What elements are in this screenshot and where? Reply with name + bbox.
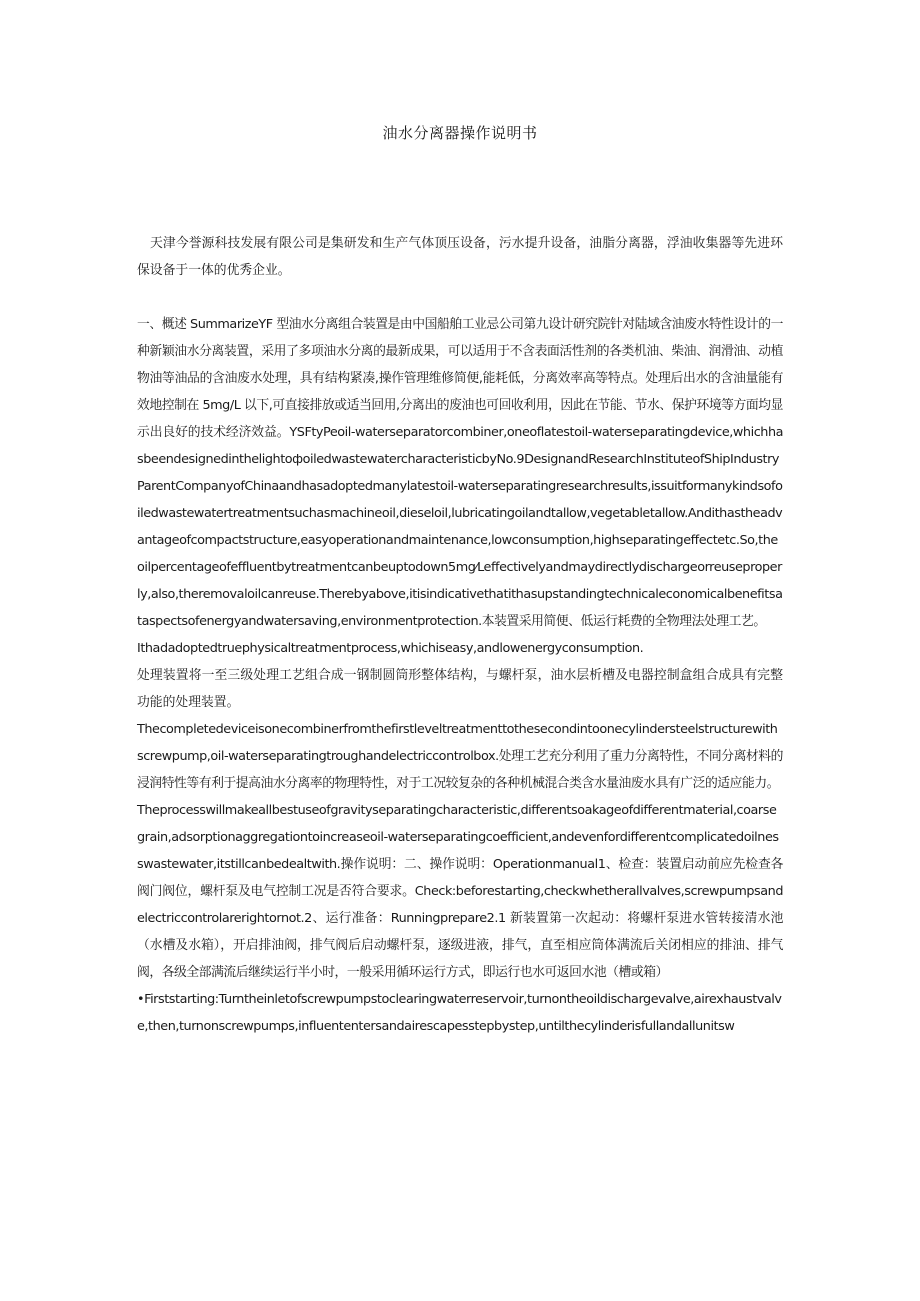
paragraph-process-operation: Theprocesswillmakeallbestuseofgravityseparatingcharacteristic,differentsoakageofdifferentmaterial,coarsegrain,adsorptionaggregationtoincreaseoil-waterseparatingcoefficient,andevenfordifferentcomplicatedoilnesswastewater,itstillcanbedealtwith.操作说明：二、操作说明：Operationmanual1、检查：装置启动前应先检查各阀门阀位，螺杆泵及电气控制工况是否符合要求。Check:beforestarting,checkwhetherallvalves,screwpumpsandelectriccontrolarerightornot.2、运行准备：Runningprepare2.1 新装置第一次起动：将螺杆泵进水管转接清水池（水槽及水箱），开启排油阀，排气阀后启动螺杆泵，逐级进液，排气，直至相应筒体满流后关闭相应的排油、排气阀，各级全部满流后继续运行半小时，一般采用循环运行方式，即运行也水可返回水池（槽或箱）	[137, 803, 783, 980]
paragraph-summary: 一、概述 SummarizeYF 型油水分离组合装置是由中国船舶工业忌公司第九设计研究院针对陆域含油废水特性设计的一种新颖油水分离装置，采用了多项油水分离的最新成果，可以适用于不含表面活性剂的各类机油、柴油、润滑油、动植物油等油品的含油废水处理，具有结构紧凑,操作管理维修简便,能耗低，分离效率高等特点。处理后出水的含油量能有效地控制在 5mg/L 以下,可直接排放或适当回用,分离出的废油也可回收利用，因此在节能、节水、保护环境等方面均显示出良好的技术经济效益。YSFtyPeoil-waterseparatorcombiner,oneoflatestoil-waterseparatingdevice,whichhasbeendesignedinthelightoфoiledwastewatercharacteristicbyNo.9DesignandResearchInstituteofShipIndustryParentCompanyofChinaandhasadoptedmanylatestoil-waterseparatingresearchresults,issuitformanykindsofoiledwastewatertreatmentsuchasmachineoil,dieseloil,lubricatingoilandtallow,vegetabletallow.Andithastheadvantageofcompactstructure,easyoperationandmaintenance,lowconsumption,highseparatingeffectetc.So,theoilpercentageofeffluentbytreatmentcanbeuptodown5mg⁄Leffectivelyandmaydirectlydischargeorreuseproperly,also,theremovaloilcanreuse.Therebyabove,itisindicativethatithasupstandingtechnicaleconomicalbenefitsataspectsofenergyandwatersaving,environmentprotection.本装置采用简便、低运行耗费的全物理法处理工艺。	[137, 317, 783, 629]
paragraph-intro: 天津今誉源科技发展有限公司是集研发和生产气体顶压设备，污水提升设备，油脂分离器，浮油收集器等先进环保设备于一体的优秀企业。	[137, 236, 783, 278]
document-title: 油水分离器操作说明书	[382, 124, 538, 142]
paragraph-device-english: Thecompletedeviceisonecombinerfromthefirstleveltreatmenttothesecondintoonecylindersteelstructurewithscrewpump,oil-waterseparatingtroughandelectriccontrolbox.处理工艺充分利用了重力分离特性，不同分离材料的浸润特性等有利于提高油水分离率的物理特性，对于工况较复杂的各种机械混合类含水量油废水具有广泛的适应能力。	[137, 722, 783, 791]
paragraph-first-starting: •Firststarting:Turntheinletofscrewpumpstoclearingwaterreservoir,turnontheoildischargevalve,airexhaustvalve,then,turnonscrewpumps,influententersandairescapesstepbystep,untilthecylinderisfullandallunitsw	[137, 992, 782, 1034]
paragraph-physical-process: Ithadadoptedtruephysicaltreatmentprocess,whichiseasy,andlowenergyconsumption.	[137, 641, 644, 656]
document-body	[137, 230, 783, 1040]
paragraph-device-description: 处理装置将一至三级处理工艺组合成一钢制圆筒形整体结构，与螺杆泵，油水层析槽及电器控制盒组合成具有完整功能的处理装置。	[137, 668, 783, 710]
